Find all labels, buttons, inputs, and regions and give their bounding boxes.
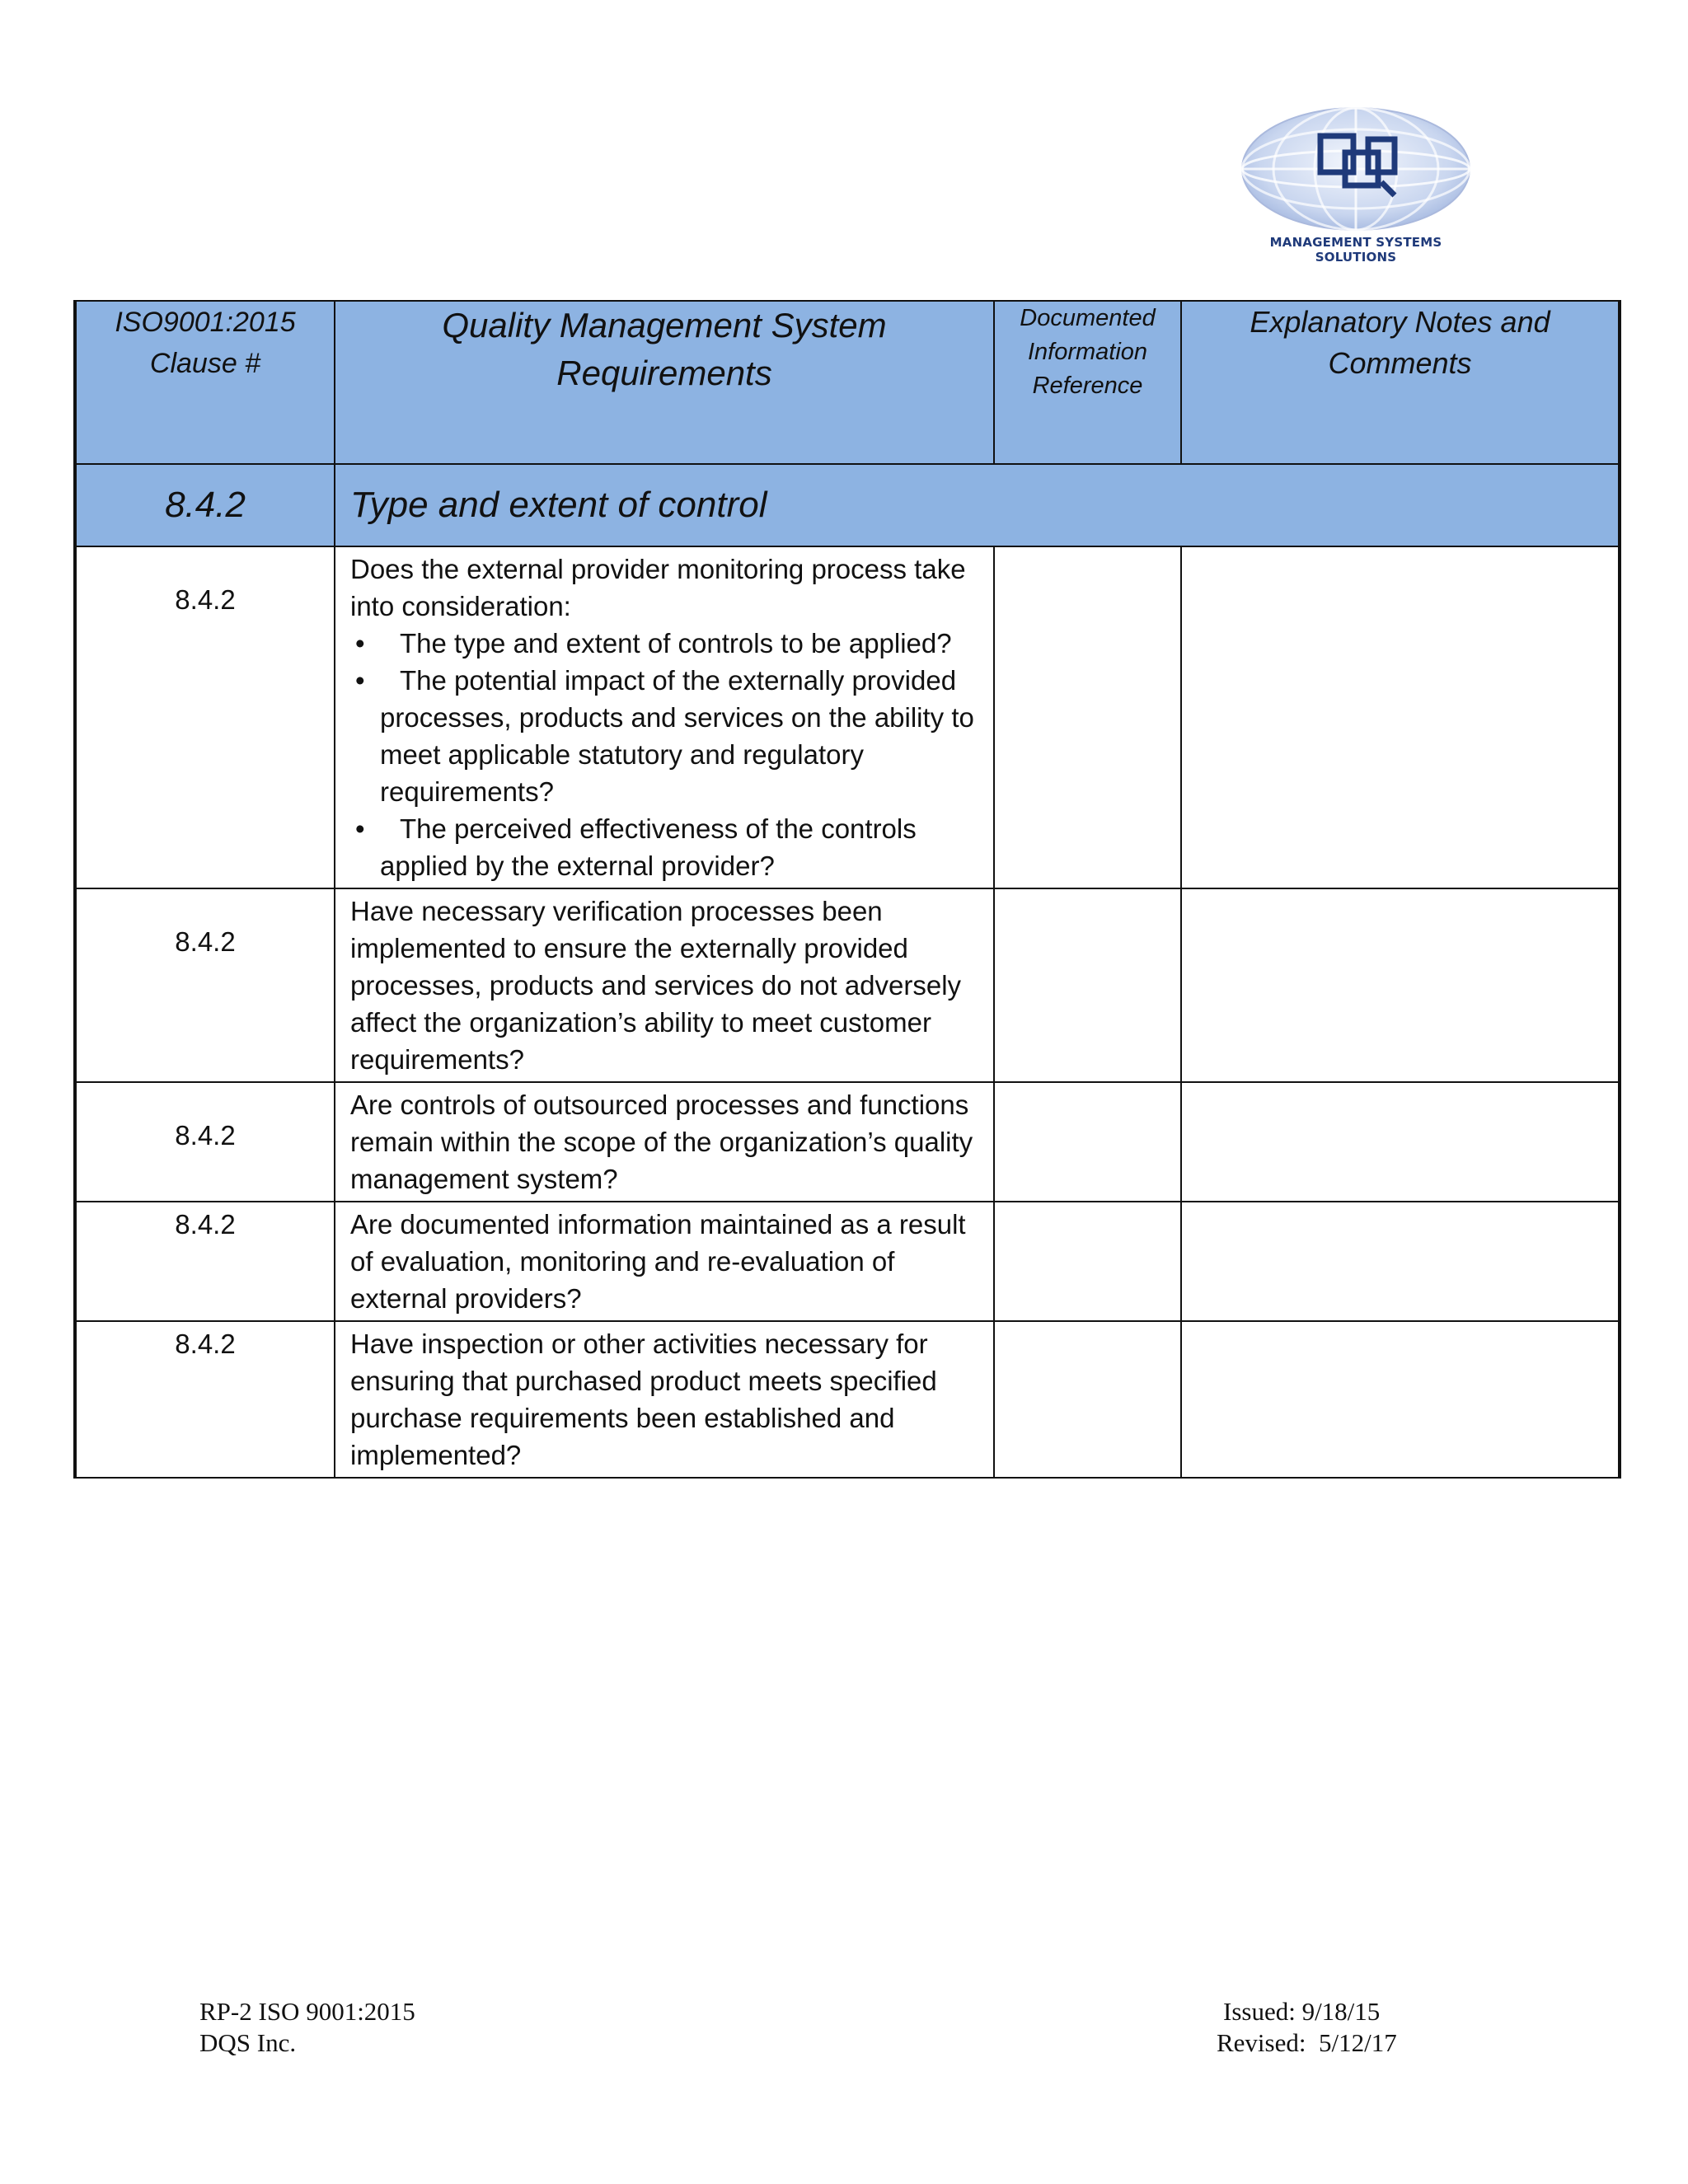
footer-doc-id: RP-2 ISO 9001:2015 (199, 1997, 415, 2026)
requirements-table (73, 300, 1621, 1479)
requirement-question: Does the external provider monitoring process take into consideration: • The type and extent of controls to be applied? • The potential impact of the externally provided processes, products and services on the ability to meet applicable statutory and regulatory requirements? • The perceived effectiveness of the controls applied by the external provider? (335, 546, 994, 888)
notes-cell[interactable] (1181, 888, 1620, 1082)
list-item: • The potential impact of the externally provided processes, products and services on the ability to meet applicable statutory and regulatory requirements? (350, 662, 982, 810)
notes-cell[interactable] (1181, 546, 1620, 888)
footer-issued: Issued: 9/18/15 (1223, 1997, 1381, 2026)
footer-revised: Revised: 5/12/17 (1217, 2028, 1397, 2057)
list-item: • The perceived effectiveness of the controls applied by the external provider? (350, 810, 982, 884)
section-row (75, 464, 1620, 546)
requirement-question: Are controls of outsourced processes and functions remain within the scope of the organization’s quality management system? (335, 1082, 994, 1202)
doc-ref-cell[interactable] (994, 1321, 1181, 1478)
header-row (75, 301, 1620, 464)
list-item: • The type and extent of controls to be applied? (350, 625, 982, 662)
footer-left (199, 1996, 415, 2059)
doc-ref-cell[interactable] (994, 1202, 1181, 1321)
bullet-list (350, 625, 982, 884)
section-number: 8.4.2 (75, 464, 335, 546)
doc-ref-cell[interactable] (994, 546, 1181, 888)
footer-right (1217, 1996, 1397, 2059)
clause-number: 8.4.2 (75, 1202, 335, 1321)
doc-ref-cell[interactable] (994, 888, 1181, 1082)
requirement-question: Are documented information maintained as a result of evaluation, monitoring and re-evaluation of external providers? (335, 1202, 994, 1321)
clause-number: 8.4.2 (75, 888, 335, 1082)
table-row (75, 1082, 1620, 1202)
footer-company: DQS Inc. (199, 2028, 297, 2057)
header-clause: ISO9001:2015 Clause # (75, 301, 335, 464)
clause-number: 8.4.2 (75, 1082, 335, 1202)
table-row (75, 546, 1620, 888)
requirement-question: Have inspection or other activities necessary for ensuring that purchased product meets specified purchase requirements been established and implemented? (335, 1321, 994, 1478)
dqs-logo (1228, 103, 1484, 265)
clause-number: 8.4.2 (75, 1321, 335, 1478)
requirement-question: Have necessary verification processes been implemented to ensure the externally provided processes, products and services do not adversely affect the organization’s ability to meet customer requirements? (335, 888, 994, 1082)
header-notes: Explanatory Notes and Comments (1181, 301, 1620, 464)
header-documented-info: Documented Information Reference (994, 301, 1181, 464)
table-row (75, 888, 1620, 1082)
table-row (75, 1321, 1620, 1478)
header-requirements: Quality Management System Requirements (335, 301, 994, 464)
clause-number: 8.4.2 (75, 546, 335, 888)
table-row (75, 1202, 1620, 1321)
notes-cell[interactable] (1181, 1082, 1620, 1202)
doc-ref-cell[interactable] (994, 1082, 1181, 1202)
notes-cell[interactable] (1181, 1321, 1620, 1478)
logo-caption: MANAGEMENT SYSTEMS SOLUTIONS (1269, 235, 1442, 265)
notes-cell[interactable] (1181, 1202, 1620, 1321)
section-title: Type and extent of control (335, 464, 1620, 546)
globe-logo-icon (1228, 103, 1484, 235)
